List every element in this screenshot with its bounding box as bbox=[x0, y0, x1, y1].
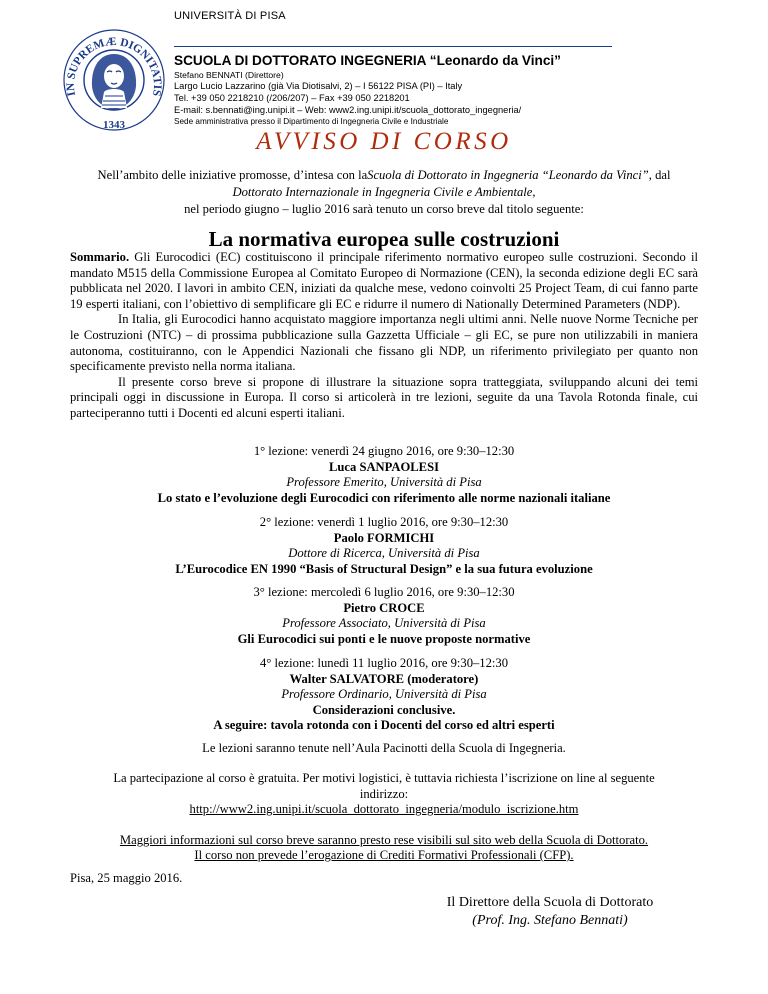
lecture-speaker: Pietro CROCE bbox=[343, 600, 425, 615]
lecture-topic: L’Eurocodice EN 1990 “Basis of Structural Design” e la sua futura evoluzione bbox=[175, 561, 593, 576]
lecture-topic: Lo stato e l’evoluzione degli Eurocodici con riferimento alle norme nazionali italiane bbox=[157, 490, 611, 505]
summary-paragraph-3: Il presente corso breve si propone di illustrare la situazione sopra tratteggiata, sviluppando alcuni dei temi principali oggi in discussione in Europa. Il corso si articolerà in tre lezioni, seguite da una Tavola Rotonda finale, cui parteciperanno tutti i Docenti ed alcuni esperti italiani. bbox=[70, 374, 698, 420]
header-divider bbox=[174, 46, 612, 47]
course-summary bbox=[70, 250, 698, 422]
lecture-role: Professore Emerito, Università di Pisa bbox=[286, 475, 482, 490]
intro-line-2: Dottorato Internazionale in Ingegneria Civile e Ambientale, bbox=[232, 185, 536, 199]
lecture-date: 4° lezione: lunedì 11 luglio 2016, ore 9:30–12:30 bbox=[259, 656, 508, 670]
lecture-topic: Gli Eurocodici sui ponti e le nuove proposte normative bbox=[237, 631, 531, 646]
email-web-line: E-mail: s.bennati@ing.unipi.it – Web: www2.ing.unipi.it/scuola_dottorato_ingegneria/ bbox=[174, 105, 522, 115]
lecture-3 bbox=[60, 585, 708, 647]
issue-date: Pisa, 25 maggio 2016. bbox=[70, 871, 183, 885]
course-title: La normativa europea sulle costruzioni bbox=[208, 227, 560, 251]
registration-note: La partecipazione al corso è gratuita. Per motivi logistici, è tuttavia richiesta l’iscrizione on line al seguente bbox=[113, 771, 655, 785]
round-table-note: A seguire: tavola rotonda con i Docenti del corso ed altri esperti bbox=[213, 718, 555, 733]
intro-line-3: nel periodo giugno – luglio 2016 sarà tenuto un corso breve dal titolo seguente: bbox=[184, 202, 584, 216]
signature-block bbox=[370, 894, 730, 930]
lecture-speaker: Luca SANPAOLESI bbox=[329, 459, 439, 474]
registration-link[interactable]: http://www2.ing.unipi.it/scuola_dottorato_ingegneria/modulo_iscrizione.htm bbox=[189, 802, 579, 816]
lecture-topic: Considerazioni conclusive. bbox=[312, 702, 456, 717]
lecture-date: 3° lezione: mercoledì 6 luglio 2016, ore 9:30–12:30 bbox=[253, 585, 515, 599]
university-seal-logo bbox=[55, 28, 173, 132]
lecture-date: 2° lezione: venerdì 1 luglio 2016, ore 9:30–12:30 bbox=[259, 515, 509, 529]
school-name: SCUOLA DI DOTTORATO INGEGNERIA “Leonardo da Vinci” bbox=[174, 53, 561, 68]
admin-seat-line: Sede amministrativa presso il Dipartimento di Ingegneria Civile e Industriale bbox=[174, 117, 449, 126]
intro-line-1: Nell’ambito delle iniziative promosse, d’intesa con laScuola di Dottorato in Ingegneria “Leonardo da Vinci”, dal bbox=[97, 168, 671, 182]
location-note: Le lezioni saranno tenute nell’Aula Pacinotti della Scuola di Ingegneria. bbox=[202, 741, 566, 755]
info-note-1: Maggiori informazioni sul corso breve saranno presto rese visibili sul sito web della Scuola di Dottorato. bbox=[119, 833, 649, 847]
lecture-date: 1° lezione: venerdì 24 giugno 2016, ore 9:30–12:30 bbox=[253, 444, 515, 458]
lecture-role: Dottore di Ricerca, Università di Pisa bbox=[288, 546, 480, 561]
address-line: Largo Lucio Lazzarino (già Via Diotisalvi, 2) – I 56122 PISA (PI) – Italy bbox=[174, 81, 463, 91]
summary-paragraph-2: In Italia, gli Eurocodici hanno acquistato maggiore importanza negli ultimi anni. Nelle nuove Norme Tecniche per le Costruzioni (NTC) – di prossima pubblicazione sulla Gazzetta Ufficiale – gli EC, se pure non utilizzabili in maniera autonoma, costituiranno, con le Appendici Nazionali che fissano gli NDP, un riferimento privilegiato per quanto non specificamente previsto nella norma italiana. bbox=[70, 312, 698, 374]
university-name: UNIVERSITÀ DI PISA bbox=[174, 10, 286, 22]
registration-note-cont: indirizzo: bbox=[359, 787, 409, 801]
summary-label: Sommario. bbox=[70, 250, 130, 264]
info-note-2: Il corso non prevede l’erogazione di Crediti Formativi Professionali (CFP). bbox=[194, 848, 574, 862]
lecture-role: Professore Associato, Università di Pisa bbox=[282, 616, 486, 631]
notice-heading: AVVISO DI CORSO bbox=[256, 128, 512, 155]
signature-name: (Prof. Ing. Stefano Bennati) bbox=[472, 913, 628, 928]
director-line: Stefano BENNATI (Direttore) bbox=[174, 70, 284, 80]
lecture-2 bbox=[60, 515, 708, 577]
lecture-role: Professore Ordinario, Università di Pisa bbox=[281, 687, 487, 702]
signature-title: Il Direttore della Scuola di Dottorato bbox=[446, 895, 654, 910]
lecture-1 bbox=[60, 444, 708, 506]
summary-paragraph-1: Sommario. Gli Eurocodici (EC) costituiscono il principale riferimento normativo europeo sulle costruzioni. Secondo il mandato M515 della Commissione Europea al Comitato Europeo di Normazione (CEN), la seconda edizione degli EC sarà pubblicata nel 2020. I lavori in ambito CEN, iniziati da qualche mese, vedono coinvolti 25 Project Team, di cui fanno parte 19 esperti italiani, con l’obiettivo di semplificare gli EC e ridurre il numero di Nationally Determined Parameters (NDP). bbox=[70, 250, 698, 311]
lecture-4 bbox=[60, 656, 708, 734]
lecture-speaker: Paolo FORMICHI bbox=[333, 530, 435, 545]
seal-motto: IN SUPREMÆ DIGNITATIS bbox=[64, 35, 164, 98]
phone-line: Tel. +39 050 2218210 (/206/207) – Fax +39 050 2218201 bbox=[174, 93, 410, 103]
lecture-speaker: Walter SALVATORE (moderatore) bbox=[289, 671, 479, 686]
seal-year: 1343 bbox=[103, 119, 125, 131]
